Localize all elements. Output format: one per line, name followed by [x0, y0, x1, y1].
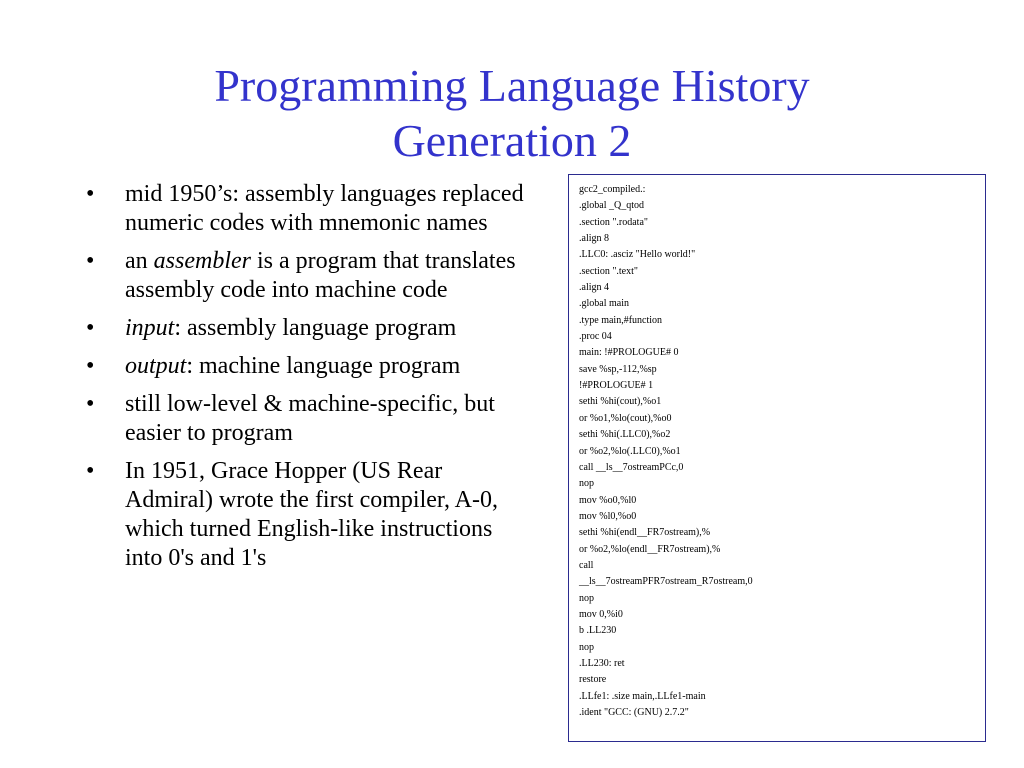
bullet-text: : machine language program: [186, 353, 461, 379]
bullet-text: still low-level & machine-specific, but easier to program: [125, 391, 495, 446]
code-line: .LLfe1: .size main,.LLfe1-main: [579, 690, 706, 702]
code-line: or %o2,%lo(.LLC0),%o1: [579, 445, 681, 457]
bullet-text: : assembly language program: [174, 315, 457, 341]
bullet-item: [86, 352, 526, 381]
bullet-item: [86, 180, 526, 238]
code-line: mov %l0,%o0: [579, 510, 637, 522]
code-line: .align 4: [579, 282, 609, 294]
code-line: restore: [579, 674, 607, 686]
code-line: .global _Q_qtod: [579, 200, 644, 212]
bullet-mark: •: [86, 353, 95, 379]
title-line-1: Programming Language History: [214, 60, 810, 111]
bullet-text: In 1951, Grace Hopper (US Rear Admiral) wrote the first compiler, A-0, which turned English-like instructions into 0's and 1's: [125, 458, 498, 571]
bullet-emphasis: output: [125, 353, 187, 379]
code-line: mov %o0,%l0: [579, 494, 637, 506]
code-line: call __ls__7ostreamPCc,0: [579, 461, 684, 473]
assembly-code-listing: [568, 174, 986, 742]
code-line: .LL230: ret: [579, 657, 625, 669]
code-line: sethi %hi(.LLC0),%o2: [579, 429, 671, 441]
code-line: sethi %hi(cout),%o1: [579, 396, 662, 408]
code-line: .section ".rodata": [579, 216, 648, 228]
bullet-text: mid 1950’s: assembly languages replaced numeric codes with mnemonic names: [125, 181, 524, 236]
bullet-item: [86, 247, 526, 305]
bullet-text: is a program that translates assembly code into machine code: [125, 248, 516, 303]
bullet-text: an: [125, 248, 154, 274]
code-line: gcc2_compiled.:: [579, 184, 646, 195]
bullet-list: [86, 180, 526, 582]
code-line: nop: [579, 592, 594, 604]
code-line: or %o2,%lo(endl__FR7ostream),%: [579, 543, 721, 555]
code-line: .align 8: [579, 233, 609, 245]
bullet-emphasis: assembler: [153, 248, 251, 274]
code-line: .LLC0: .asciz "Hello world!": [579, 249, 696, 261]
code-line: .proc 04: [579, 331, 612, 343]
bullet-mark: •: [86, 391, 95, 417]
bullet-item: [86, 314, 526, 343]
code-line: save %sp,-112,%sp: [579, 363, 657, 375]
code-line: nop: [579, 478, 594, 490]
bullet-mark: •: [86, 181, 95, 207]
code-line: .ident "GCC: (GNU) 2.7.2": [579, 707, 689, 718]
code-line: main: !#PROLOGUE# 0: [579, 347, 679, 359]
slide-title: [0, 58, 1024, 168]
code-line: b .LL230: [579, 625, 617, 637]
bullet-mark: •: [86, 315, 95, 341]
code-line: __ls__7ostreamPFR7ostream_R7ostream,0: [579, 576, 753, 588]
bullet-mark: •: [86, 248, 95, 274]
code-line: call: [579, 559, 594, 571]
code-line: mov 0,%i0: [579, 608, 623, 620]
title-line-2: Generation 2: [392, 115, 632, 166]
bullet-emphasis: input: [125, 315, 175, 341]
bullet-item: [86, 457, 526, 573]
code-line: or %o1,%lo(cout),%o0: [579, 412, 672, 424]
code-line: .type main,#function: [579, 314, 663, 326]
bullet-item: [86, 390, 526, 448]
code-line: !#PROLOGUE# 1: [579, 380, 654, 392]
bullet-mark: •: [86, 458, 95, 484]
code-line: .section ".text": [579, 265, 638, 277]
code-line: .global main: [579, 298, 629, 310]
code-line: nop: [579, 641, 594, 653]
code-line: sethi %hi(endl__FR7ostream),%: [579, 527, 711, 539]
